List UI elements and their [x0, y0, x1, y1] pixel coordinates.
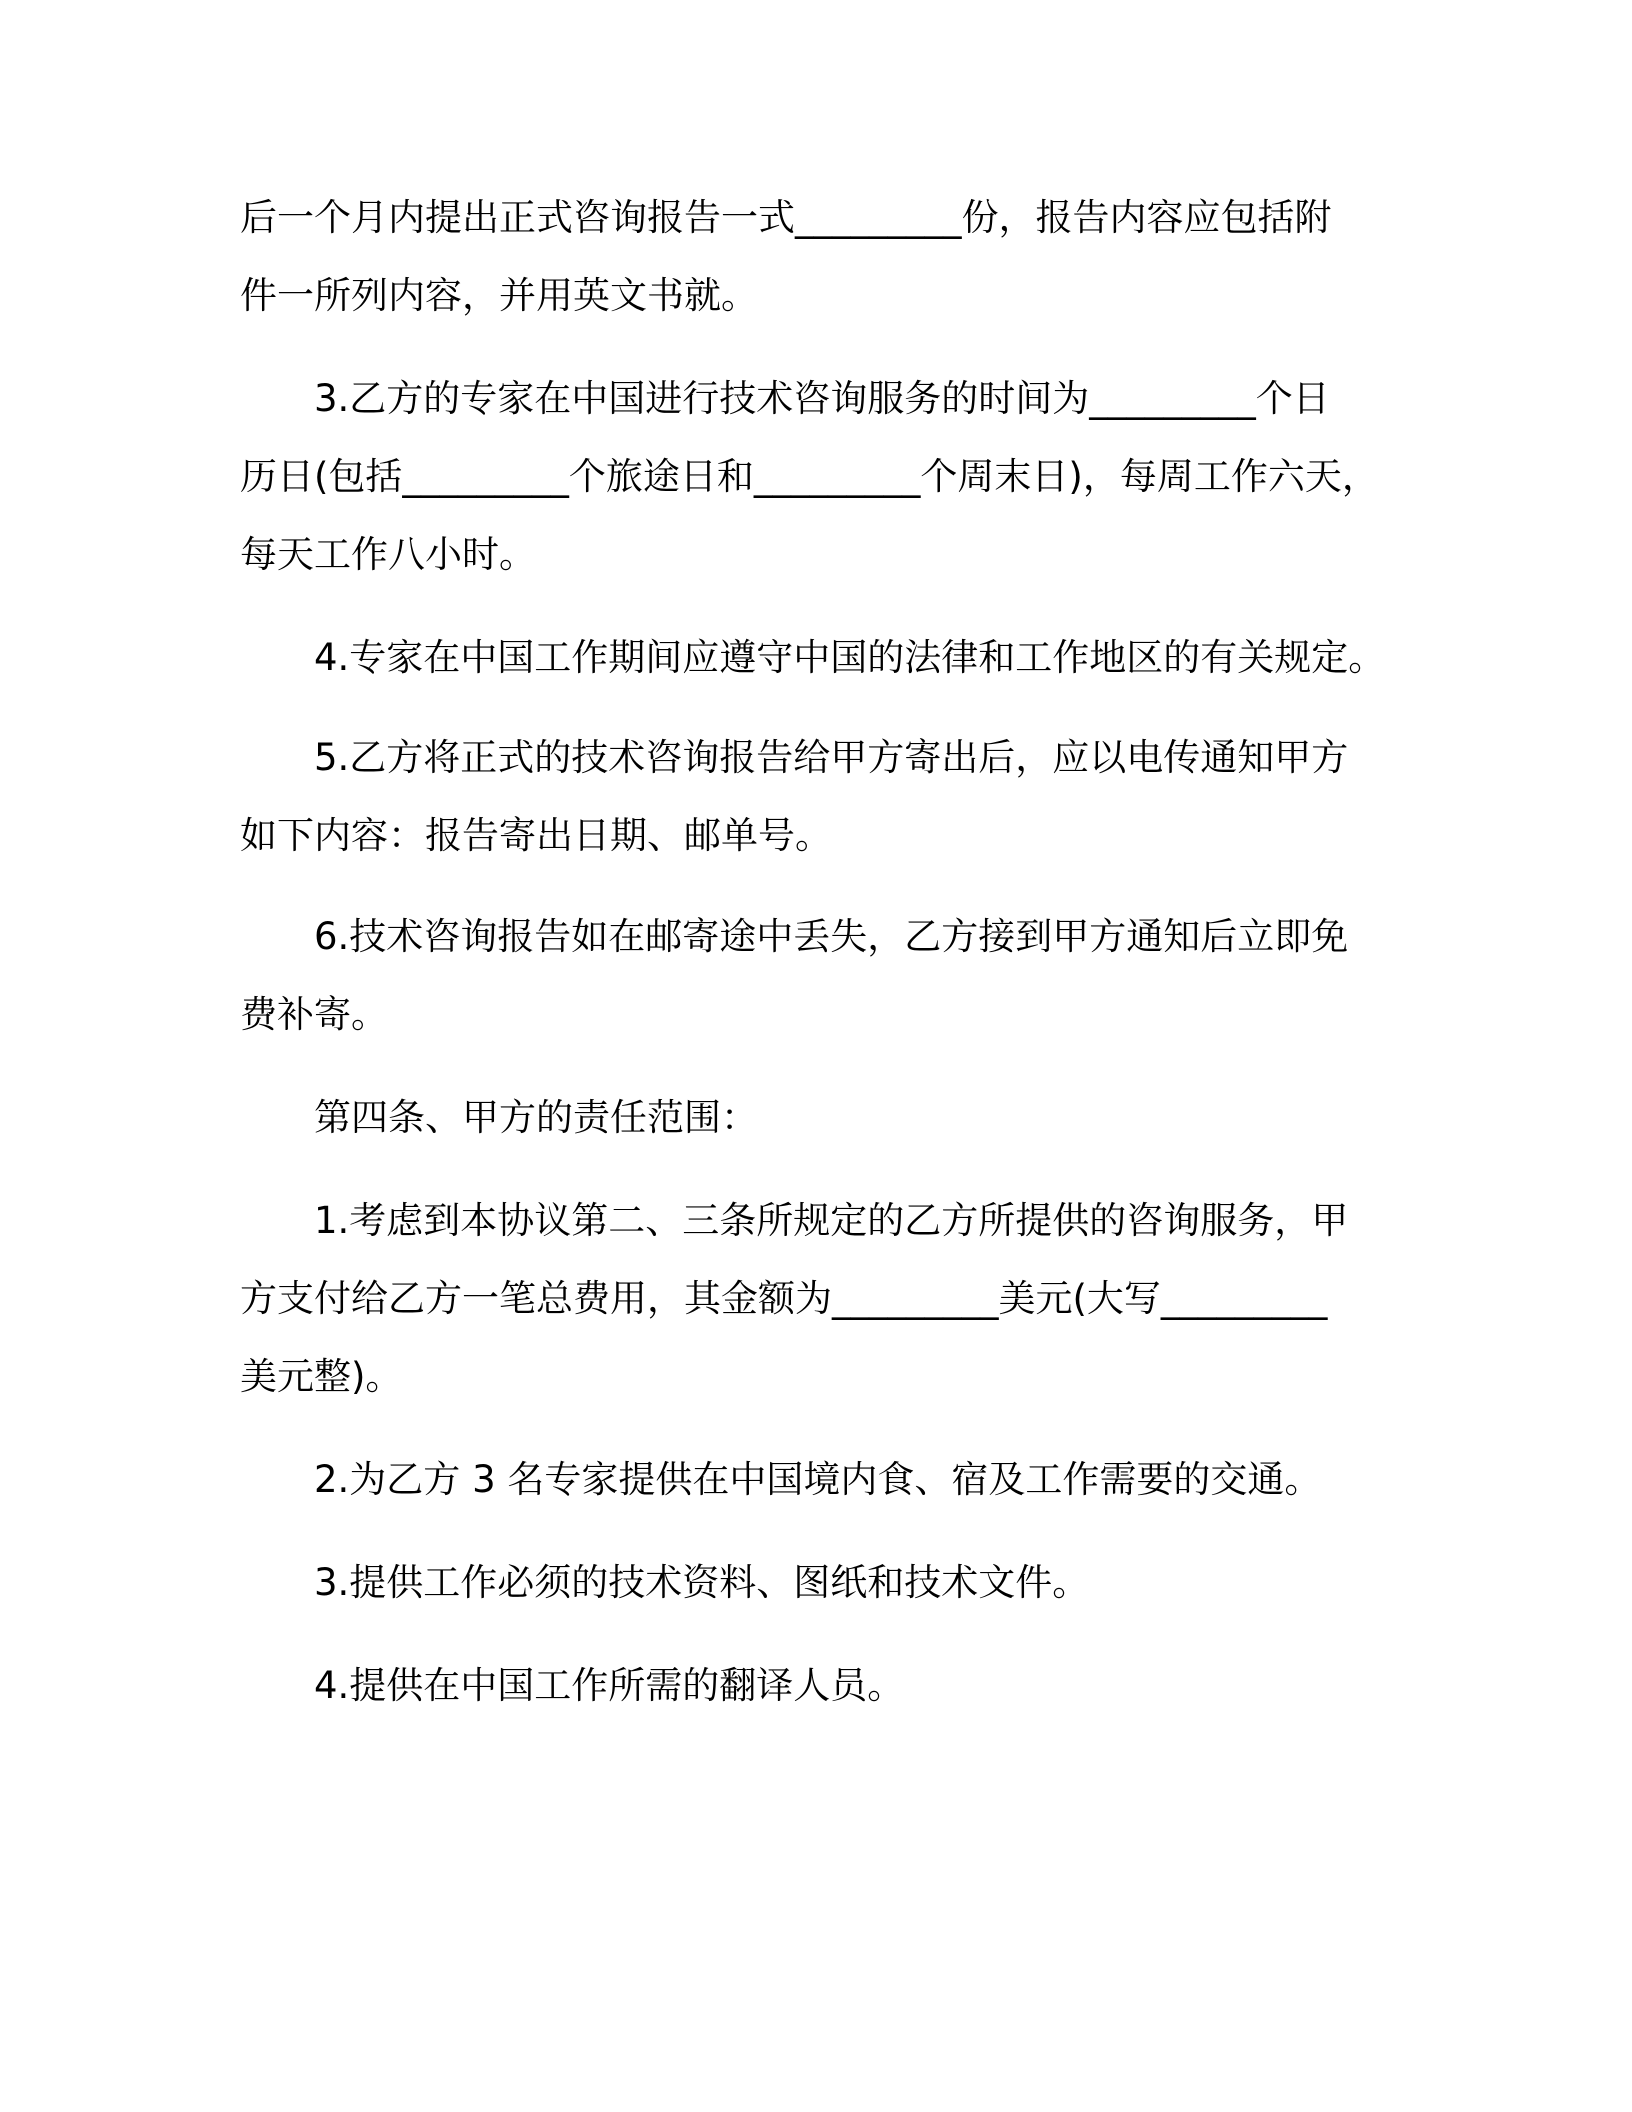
- clause-4-line: 4.提供在中国工作所需的翻译人员。: [314, 1664, 905, 1707]
- paragraph-line: 费补寄。: [240, 993, 388, 1036]
- paragraph-line: 历日(包括_________个旅途日和_________个周末日)，每周工作六天，: [240, 455, 1379, 498]
- clause-1-line: 1.考虑到本协议第二、三条所规定的乙方所提供的咨询服务，甲: [314, 1199, 1349, 1242]
- paragraph-line: 如下内容：报告寄出日期、邮单号。: [240, 814, 832, 857]
- clause-6-line: 6.技术咨询报告如在邮寄途中丢失，乙方接到甲方通知后立即免: [314, 915, 1349, 958]
- paragraph-line: 方支付给乙方一笔总费用，其金额为_________美元(大写_________: [240, 1277, 1328, 1320]
- article-heading: 第四条、甲方的责任范围：: [314, 1096, 758, 1139]
- paragraph-line: 每天工作八小时。: [240, 533, 536, 576]
- paragraph-line: 件一所列内容，并用英文书就。: [240, 274, 758, 317]
- clause-3-line: 3.提供工作必须的技术资料、图纸和技术文件。: [314, 1561, 1090, 1604]
- clause-5-line: 5.乙方将正式的技术咨询报告给甲方寄出后，应以电传通知甲方: [314, 736, 1349, 779]
- clause-2-line: 2.为乙方 3 名专家提供在中国境内食、宿及工作需要的交通。: [314, 1458, 1322, 1501]
- paragraph-line: 后一个月内提出正式咨询报告一式_________份，报告内容应包括附: [240, 196, 1332, 239]
- paragraph-line: 美元整)。: [240, 1355, 403, 1398]
- clause-4-line: 4.专家在中国工作期间应遵守中国的法律和工作地区的有关规定。: [314, 636, 1386, 679]
- clause-3-line: 3.乙方的专家在中国进行技术咨询服务的时间为_________个日: [314, 377, 1330, 420]
